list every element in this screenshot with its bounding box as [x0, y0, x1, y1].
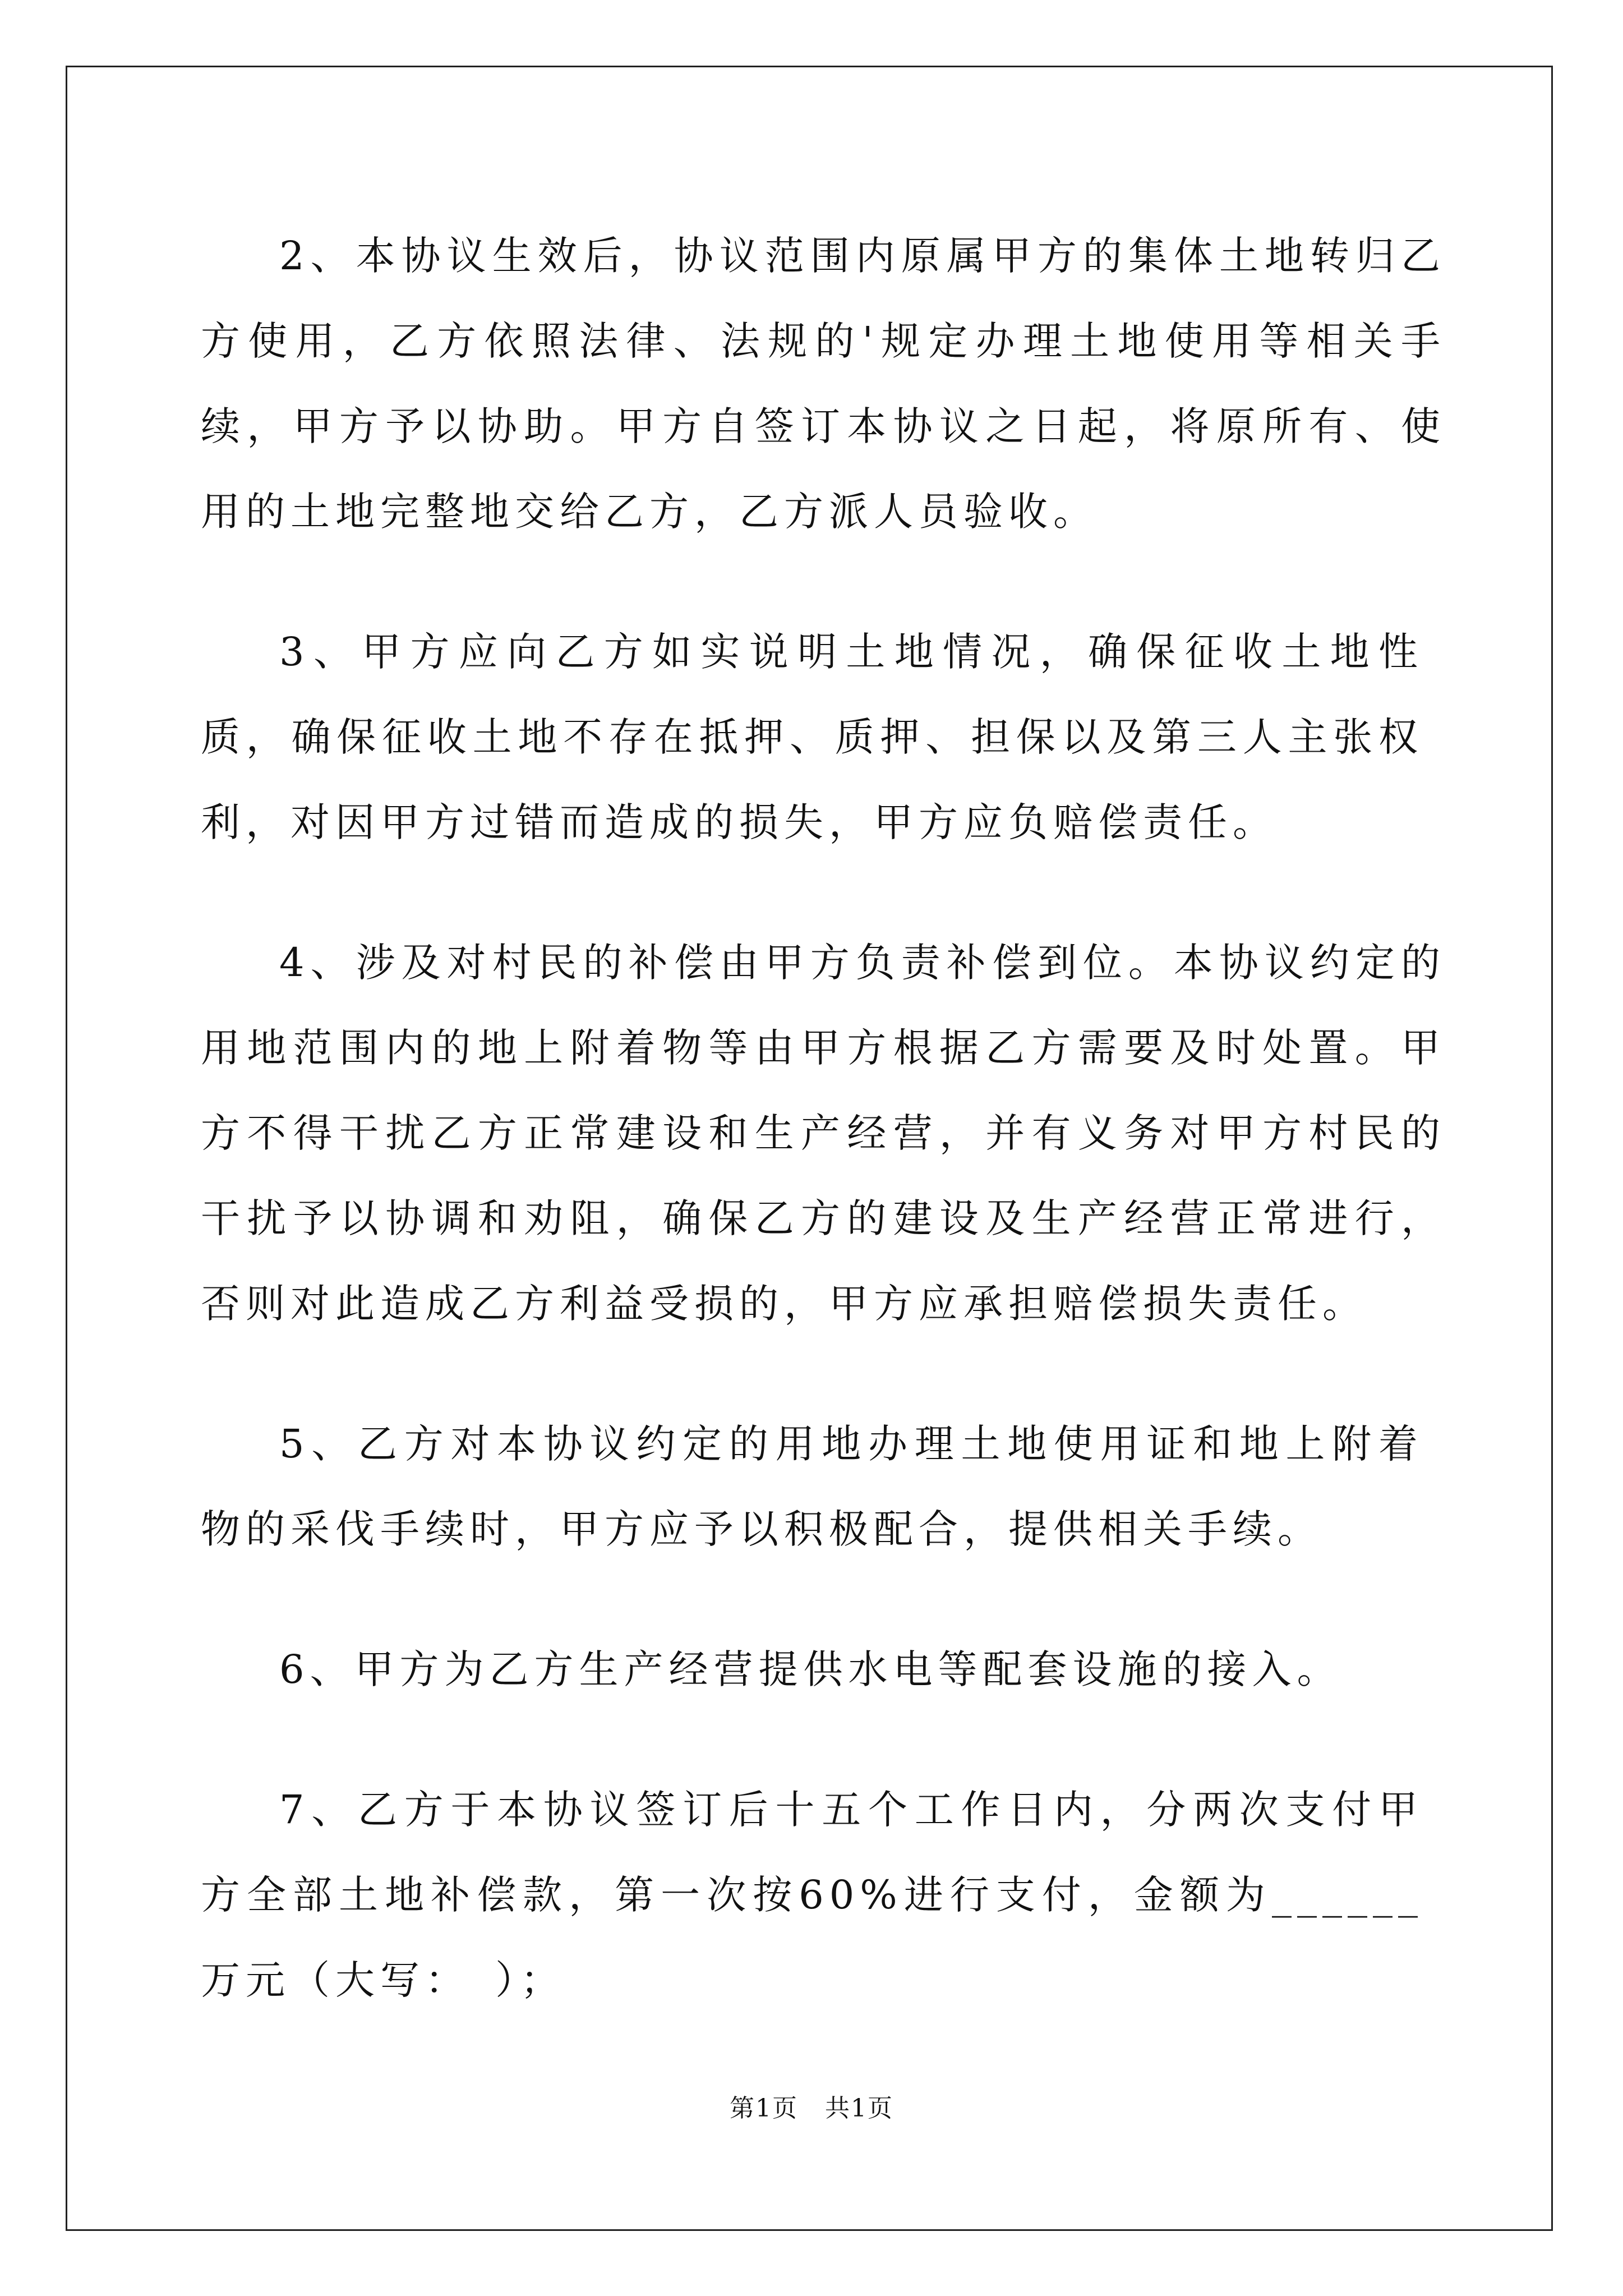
paragraph-3: 3、甲方应向乙方如实说明土地情况，确保征收土地性质，确保征收土地不存在抵押、质押、担保以及第三人主张权利，对因甲方过错而造成的损失，甲方应负赔偿责任。	[201, 629, 1423, 845]
paragraph-2: 2、本协议生效后，协议范围内原属甲方的集体土地转归乙方使用，乙方依照法律、法规的'规定办理土地使用等相关手续，甲方予以协助。甲方自签订本协议之日起，将原所有、使用的土地完整地交给乙方，乙方派人员验收。	[201, 233, 1446, 535]
page-count: 共1页	[825, 2094, 893, 2123]
page-number: 第1页	[730, 2094, 798, 2123]
paragraph-5: 5、乙方对本协议约定的用地办理土地使用证和地上附着物的采伐手续时，甲方应予以积极配合，提供相关手续。	[201, 1421, 1423, 1552]
paragraph-6: 6、甲方为乙方生产经营提供水电等配套设施的接入。	[279, 1646, 1342, 1692]
page-footer	[0, 2088, 1623, 2124]
paragraph-7: 7、乙方于本协议签订后十五个工作日内，分两次支付甲方全部土地补偿款，第一次按60%进行支付，金额为______万元（大写： ）；	[201, 1787, 1423, 2003]
paragraph-4: 4、涉及对村民的补偿由甲方负责补偿到位。本协议约定的用地范围内的地上附着物等由甲方根据乙方需要及时处置。甲方不得干扰乙方正常建设和生产经营，并有义务对甲方村民的干扰予以协调和劝阻，确保乙方的建设及生产经营正常进行，否则对此造成乙方利益受损的，甲方应承担赔偿损失责任。	[201, 940, 1446, 1327]
document-body	[201, 213, 1446, 2078]
